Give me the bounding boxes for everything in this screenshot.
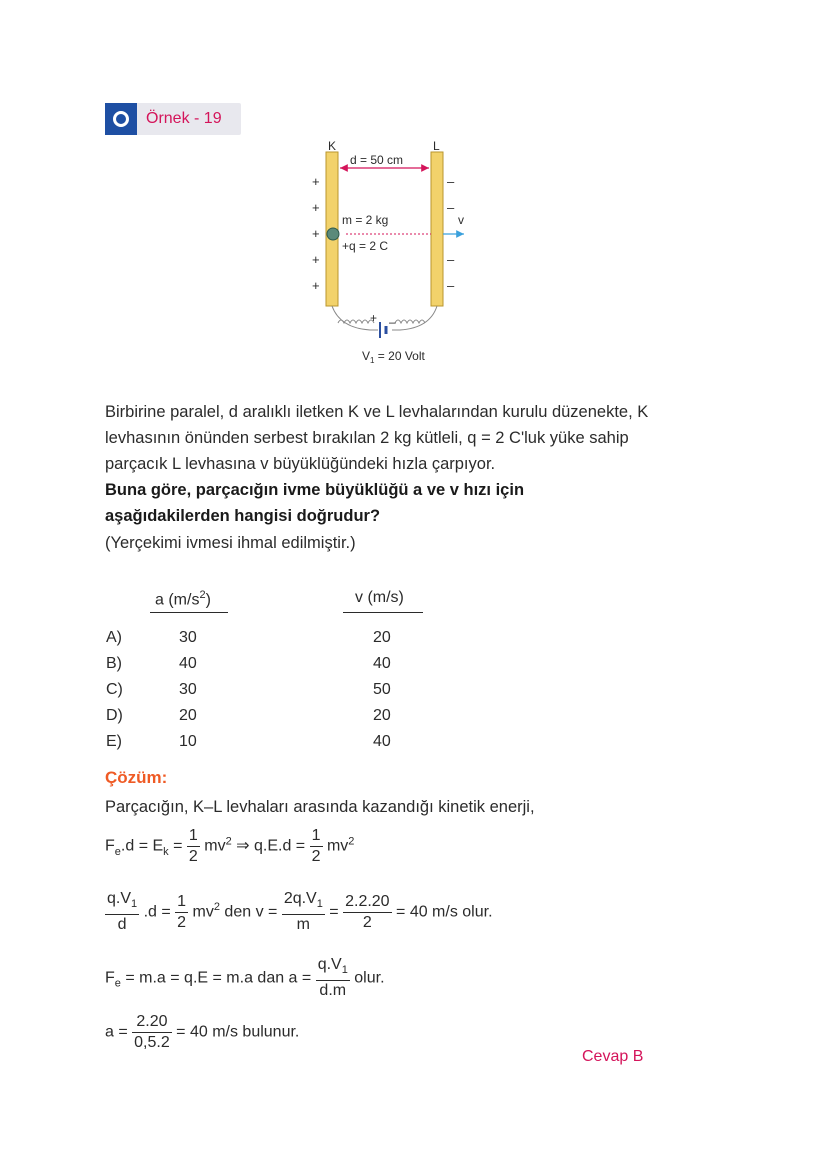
option-label[interactable]: B) <box>106 655 122 672</box>
equation-1: $F_e.d = E_k$ = $\frac{1}{2}$ $mv^2$ ⇒ q.E.d = $\frac{1}{2}$ $mv^2$ <box>105 827 355 865</box>
question-prompt: Buna göre, parçacığın ivme büyüklüğü a ve v hızı için aşağıdakilerden hangisi doğrudur? <box>105 481 525 525</box>
equation-3: $F_e = m.a = q.E = m.a$ dan a = $\frac{q.V_1}{d.m}$ olur. <box>105 956 385 1000</box>
option-label[interactable]: D) <box>106 707 123 724</box>
header-v-rule <box>343 612 423 613</box>
capacitor-figure <box>300 138 480 370</box>
option-v-value: 20 <box>373 629 391 646</box>
plus-sign: + <box>312 278 320 293</box>
minus-sign: – <box>447 200 455 215</box>
label-k: K <box>328 139 337 153</box>
battery-minus: – <box>389 315 396 329</box>
option-a-value: 20 <box>179 707 197 724</box>
option-label[interactable]: A) <box>106 629 122 646</box>
battery-plus: + <box>370 311 378 325</box>
circle-icon <box>105 103 137 135</box>
answer-label: Cevap B <box>582 1048 644 1065</box>
solution-intro: Parçacığın, K–L levhaları arasında kazandığı kinetik enerji, <box>105 798 535 816</box>
minus-sign: – <box>447 174 455 189</box>
wire-right <box>392 306 437 330</box>
header-v: v (m/s) <box>355 589 404 606</box>
question-paragraph: Birbirine paralel, d aralıklı iletken K ve L levhalarından kurulu düzenekte, K levhasının önünden serbest bırakılan 2 kg kütleli, q = 2 C'luk yüke sahip parçacık L levhasına v büyüklüğündeki hızla çarpıyor. <box>105 403 649 473</box>
mass-label: m = 2 kg <box>342 213 389 227</box>
charge-label: +q = 2 C <box>342 239 389 253</box>
plus-sign: + <box>312 174 320 189</box>
option-a-value: 10 <box>179 733 197 750</box>
header-a-rule <box>150 612 228 613</box>
particle <box>327 228 339 240</box>
header-a: a $(m/s^2)$ <box>155 589 211 609</box>
voltage-label: $V_1 = 20$ Volt <box>362 349 425 365</box>
example-label: Örnek - 19 <box>146 110 222 127</box>
equation-4: a = $\frac{2.20}{0,5.2}$ = 40 m/s bulunur. <box>105 1013 300 1051</box>
minus-sign: – <box>447 278 455 293</box>
distance-label: d = 50 cm <box>350 153 404 167</box>
option-v-value: 50 <box>373 681 391 698</box>
equation-2: $\frac{q.V_1}{d}$ .d = $\frac{1}{2}$ $mv^2$ den v = $\frac{2q.V_1}{m}$ = $\frac{2.2.20}{2}$ = 40 m/s olur. <box>107 890 493 934</box>
solution-title: Çözüm: <box>105 768 168 787</box>
plus-sign: + <box>312 252 320 267</box>
plate-l <box>431 152 443 306</box>
velocity-label: v <box>458 213 464 227</box>
plus-sign: + <box>312 200 320 215</box>
label-l: L <box>433 139 440 153</box>
question-note: (Yerçekimi ivmesi ihmal edilmiştir.) <box>105 534 356 552</box>
option-a-value: 30 <box>179 681 197 698</box>
plus-sign: + <box>312 226 320 241</box>
option-label[interactable]: E) <box>106 733 122 750</box>
option-label[interactable]: C) <box>106 681 123 698</box>
option-v-value: 20 <box>373 707 391 724</box>
option-a-value: 40 <box>179 655 197 672</box>
minus-sign: – <box>447 252 455 267</box>
option-v-value: 40 <box>373 655 391 672</box>
option-a-value: 30 <box>179 629 197 646</box>
option-v-value: 40 <box>373 733 391 750</box>
